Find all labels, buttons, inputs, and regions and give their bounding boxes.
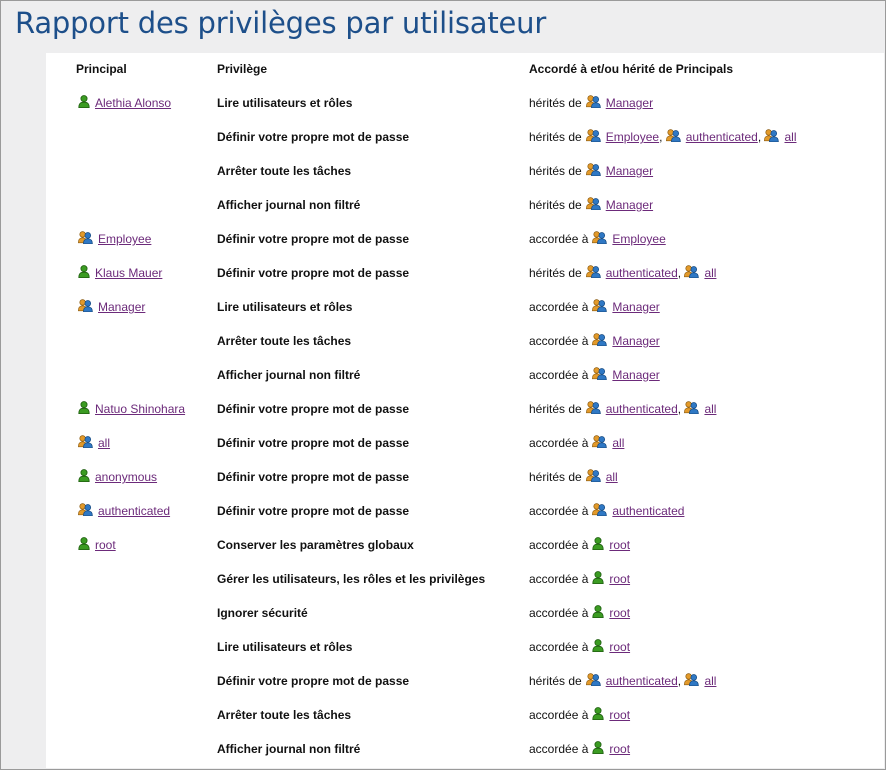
grant-type-label: accordée à	[529, 742, 589, 756]
grant-type-label: accordée à	[529, 538, 589, 552]
granted-principal-link[interactable]: root	[609, 606, 631, 620]
principal-link[interactable]: authenticated	[98, 504, 171, 518]
user-icon	[592, 605, 604, 618]
privilege-cell: Afficher journal non filtré	[217, 742, 361, 756]
privilege-cell: Lire utilisateurs et rôles	[217, 96, 353, 110]
group-icon	[78, 503, 93, 516]
user-icon	[78, 401, 90, 414]
granted-cell	[529, 222, 666, 256]
privilege-cell: Définir votre propre mot de passe	[217, 674, 410, 688]
granted-principal-link[interactable]: all	[612, 436, 625, 450]
principal-link[interactable]: Manager	[98, 300, 146, 314]
user-icon	[592, 741, 604, 754]
table-row	[46, 596, 884, 630]
granted-cell	[529, 86, 653, 120]
granted-principal-link[interactable]: Employee	[605, 130, 660, 144]
principal-link[interactable]: all	[98, 436, 111, 450]
grant-type-label: accordée à	[529, 300, 589, 314]
group-icon	[592, 299, 607, 312]
granted-cell	[529, 528, 630, 562]
user-icon	[78, 95, 90, 108]
group-icon	[684, 401, 699, 414]
granted-principal-link[interactable]: authenticated	[605, 674, 678, 688]
granted-principal-link[interactable]: authenticated	[605, 266, 678, 280]
privilege-cell: Arrêter toute les tâches	[217, 708, 352, 722]
granted-principal-link[interactable]: Manager	[612, 300, 660, 314]
separator: ,	[659, 130, 666, 144]
group-icon	[78, 435, 93, 448]
granted-principal-link[interactable]: all	[704, 402, 717, 416]
table-row	[46, 494, 884, 528]
granted-principal-link[interactable]: authenticated	[612, 504, 685, 518]
grant-type-label: hérités de	[529, 198, 582, 212]
column-header-granted: Accordé à et/ou hérité de Principals	[529, 62, 734, 76]
separator: ,	[677, 402, 685, 416]
granted-principal-link[interactable]: all	[704, 674, 717, 688]
table-row	[46, 630, 884, 664]
group-icon	[78, 231, 93, 244]
grant-type-label: accordée à	[529, 334, 589, 348]
granted-cell	[529, 188, 653, 222]
group-icon	[666, 129, 681, 142]
privilege-cell: Arrêter toute les tâches	[217, 334, 352, 348]
grant-type-label: hérités de	[529, 130, 582, 144]
grant-type-label: hérités de	[529, 674, 582, 688]
granted-principal-link[interactable]: authenticated	[605, 402, 678, 416]
group-icon	[586, 401, 601, 414]
granted-cell	[529, 630, 630, 664]
privilege-cell: Lire utilisateurs et rôles	[217, 300, 353, 314]
principal-link[interactable]: Natuo Shinohara	[95, 402, 186, 416]
grant-type-label: accordée à	[529, 436, 589, 450]
group-icon	[592, 333, 607, 346]
principal-link[interactable]: Alethia Alonso	[95, 96, 172, 110]
table-row	[46, 732, 884, 766]
granted-cell	[529, 120, 797, 154]
granted-cell	[529, 732, 630, 766]
principal-cell	[78, 222, 151, 256]
principal-cell	[78, 290, 145, 324]
granted-cell	[529, 698, 630, 732]
user-icon	[592, 707, 604, 720]
separator: ,	[677, 674, 685, 688]
table-row	[46, 698, 884, 732]
granted-cell	[529, 324, 660, 358]
group-icon	[592, 231, 607, 244]
table-row	[46, 460, 884, 494]
grant-type-label: accordée à	[529, 232, 589, 246]
granted-principal-link[interactable]: authenticated	[685, 130, 758, 144]
grant-type-label: accordée à	[529, 504, 589, 518]
grant-type-label: accordée à	[529, 368, 589, 382]
table-row	[46, 154, 884, 188]
principal-cell	[78, 494, 170, 528]
granted-principal-link[interactable]: Employee	[612, 232, 666, 246]
table-row	[46, 324, 884, 358]
granted-principal-link[interactable]: root	[609, 640, 631, 654]
grant-type-label: accordée à	[529, 606, 589, 620]
granted-principal-link[interactable]: root	[609, 742, 631, 756]
table-row	[46, 528, 884, 562]
table-row	[46, 222, 884, 256]
granted-principal-link[interactable]: Manager	[605, 164, 654, 178]
principal-cell	[78, 256, 162, 290]
group-icon	[764, 129, 779, 142]
grant-type-label: accordée à	[529, 572, 589, 586]
table-row	[46, 426, 884, 460]
granted-cell	[529, 392, 716, 426]
granted-cell	[529, 290, 660, 324]
granted-principal-link[interactable]: Manager	[605, 96, 654, 110]
granted-principal-link[interactable]: root	[609, 572, 631, 586]
grant-type-label: accordée à	[529, 708, 589, 722]
granted-principal-link[interactable]: root	[609, 538, 631, 552]
privilege-cell: Conserver les paramètres globaux	[217, 538, 414, 552]
granted-cell	[529, 664, 716, 698]
separator: ,	[757, 130, 765, 144]
granted-principal-link[interactable]: root	[609, 708, 631, 722]
group-icon	[592, 503, 607, 516]
granted-cell	[529, 494, 684, 528]
granted-cell	[529, 596, 630, 630]
granted-principal-link[interactable]: Manager	[612, 368, 660, 382]
column-header-principal: Principal	[76, 62, 127, 76]
user-icon	[78, 469, 90, 482]
principal-cell	[78, 392, 185, 426]
group-icon	[586, 95, 601, 108]
granted-cell	[529, 426, 624, 460]
grant-type-label: accordée à	[529, 640, 589, 654]
granted-cell	[529, 154, 653, 188]
principal-cell	[78, 460, 157, 494]
user-icon	[592, 639, 604, 652]
table-row	[46, 392, 884, 426]
privilege-cell: Définir votre propre mot de passe	[217, 470, 410, 484]
grant-type-label: hérités de	[529, 266, 582, 280]
privilege-cell: Afficher journal non filtré	[217, 368, 361, 382]
privilege-cell: Définir votre propre mot de passe	[217, 232, 410, 246]
granted-principal-link[interactable]: Manager	[605, 198, 654, 212]
grant-type-label: hérités de	[529, 164, 582, 178]
page-title: Rapport des privilèges par utilisateur	[15, 6, 547, 40]
principal-link[interactable]: Klaus Mauer	[95, 266, 163, 280]
principal-cell	[78, 86, 171, 120]
table-row	[46, 664, 884, 698]
group-icon	[586, 265, 601, 278]
privilege-cell: Définir votre propre mot de passe	[217, 266, 410, 280]
group-icon	[78, 299, 93, 312]
privilege-cell: Définir votre propre mot de passe	[217, 436, 410, 450]
table-row	[46, 256, 884, 290]
group-icon	[586, 197, 601, 210]
grant-type-label: hérités de	[529, 96, 582, 110]
principal-cell	[78, 426, 110, 460]
principal-link[interactable]: Employee	[98, 232, 152, 246]
granted-cell	[529, 358, 660, 392]
privilege-cell: Gérer les utilisateurs, les rôles et les privilèges	[217, 572, 486, 586]
user-icon	[78, 537, 90, 550]
group-icon	[586, 469, 601, 482]
table-row	[46, 120, 884, 154]
user-icon	[592, 537, 604, 550]
privilege-cell: Lire utilisateurs et rôles	[217, 640, 353, 654]
granted-principal-link[interactable]: all	[704, 266, 717, 280]
separator: ,	[677, 266, 685, 280]
group-icon	[586, 129, 601, 142]
group-icon	[586, 673, 601, 686]
privilege-cell: Définir votre propre mot de passe	[217, 130, 410, 144]
group-icon	[684, 265, 699, 278]
principal-link[interactable]: anonymous	[95, 470, 158, 484]
table-row	[46, 290, 884, 324]
user-icon	[592, 571, 604, 584]
grant-type-label: hérités de	[529, 470, 582, 484]
principal-cell	[78, 528, 116, 562]
granted-principal-link[interactable]: all	[605, 470, 618, 484]
privilege-cell: Définir votre propre mot de passe	[217, 402, 410, 416]
granted-cell	[529, 256, 716, 290]
granted-cell	[529, 562, 630, 596]
group-icon	[586, 163, 601, 176]
privilege-cell: Définir votre propre mot de passe	[217, 504, 410, 518]
grant-type-label: hérités de	[529, 402, 582, 416]
privilege-cell: Afficher journal non filtré	[217, 198, 361, 212]
group-icon	[592, 435, 607, 448]
principal-link[interactable]: root	[95, 538, 116, 552]
granted-principal-link[interactable]: all	[784, 130, 797, 144]
privilege-cell: Arrêter toute les tâches	[217, 164, 352, 178]
table-row	[46, 358, 884, 392]
granted-cell	[529, 460, 618, 494]
table-row	[46, 562, 884, 596]
privilege-cell: Ignorer sécurité	[217, 606, 308, 620]
column-header-privilege: Privilège	[217, 62, 268, 76]
granted-principal-link[interactable]: Manager	[612, 334, 660, 348]
group-icon	[592, 367, 607, 380]
table-row	[46, 86, 884, 120]
user-icon	[78, 265, 90, 278]
table-row	[46, 188, 884, 222]
group-icon	[684, 673, 699, 686]
